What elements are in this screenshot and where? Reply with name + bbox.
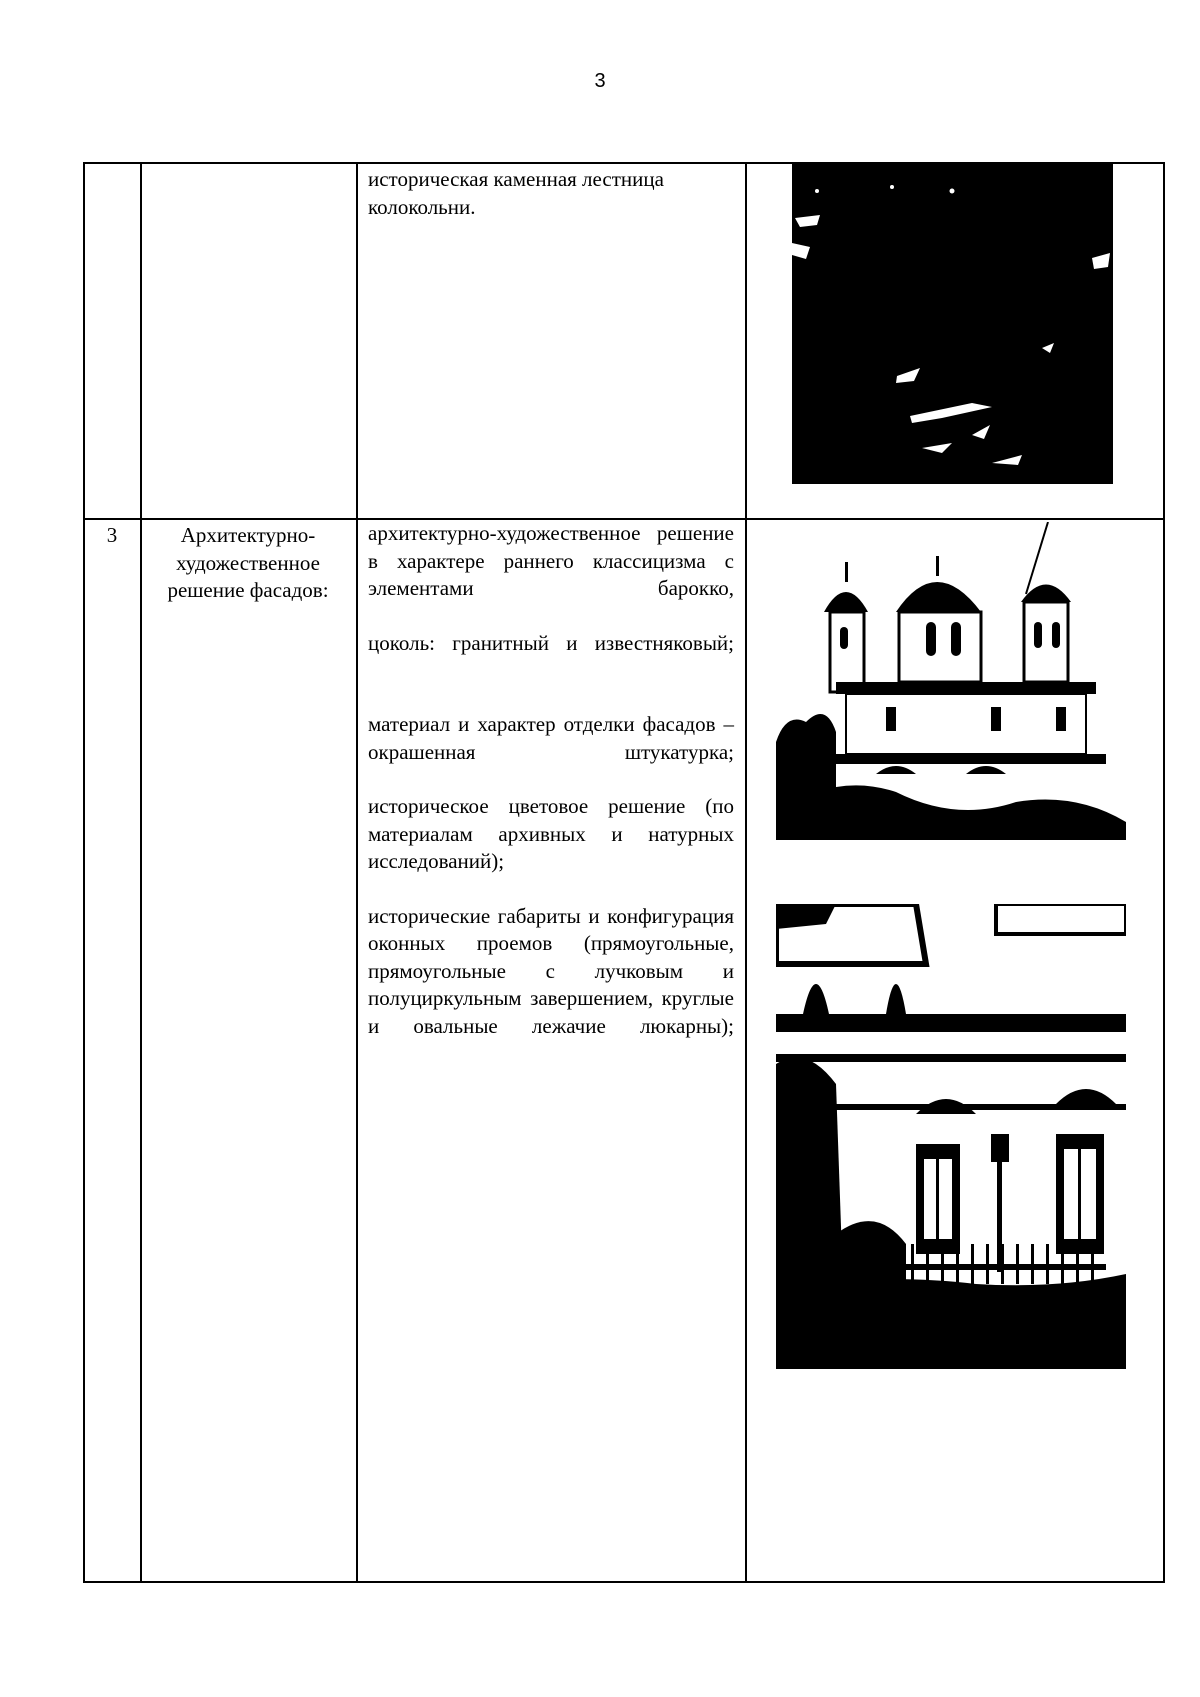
- description-paragraph: материал и характер отделки фасадов – окрашенная штукатурка;: [368, 712, 734, 764]
- church-domes-photo: [776, 522, 1126, 872]
- row-cont-description: [368, 166, 713, 221]
- description-paragraph: историческая каменная лестница колокольни.: [368, 167, 664, 219]
- description-paragraph: архитектурно-художественное решение в характере раннего классицизма с элементами барокко,: [368, 521, 734, 600]
- row-number: 3: [106, 523, 118, 547]
- church-facade-photo: [776, 904, 1126, 1369]
- item-name: Архитектурно-художественное решение фасадов:: [167, 523, 329, 602]
- row-3-description: [368, 520, 734, 1040]
- description-paragraph: цоколь: гранитный и известняковый;: [368, 630, 734, 655]
- page-number: 3: [594, 70, 606, 92]
- staircase-photo: [792, 163, 1113, 484]
- description-paragraph: историческое цветовое решение (по материалам архивных и натурных исследований);: [368, 794, 734, 873]
- description-paragraph: исторические габариты и конфигурация оконных проемов (прямоугольные, прямоугольные с лучковым и полуциркульным завершением, круглые и овальные лежачие люкарны);: [368, 903, 734, 1038]
